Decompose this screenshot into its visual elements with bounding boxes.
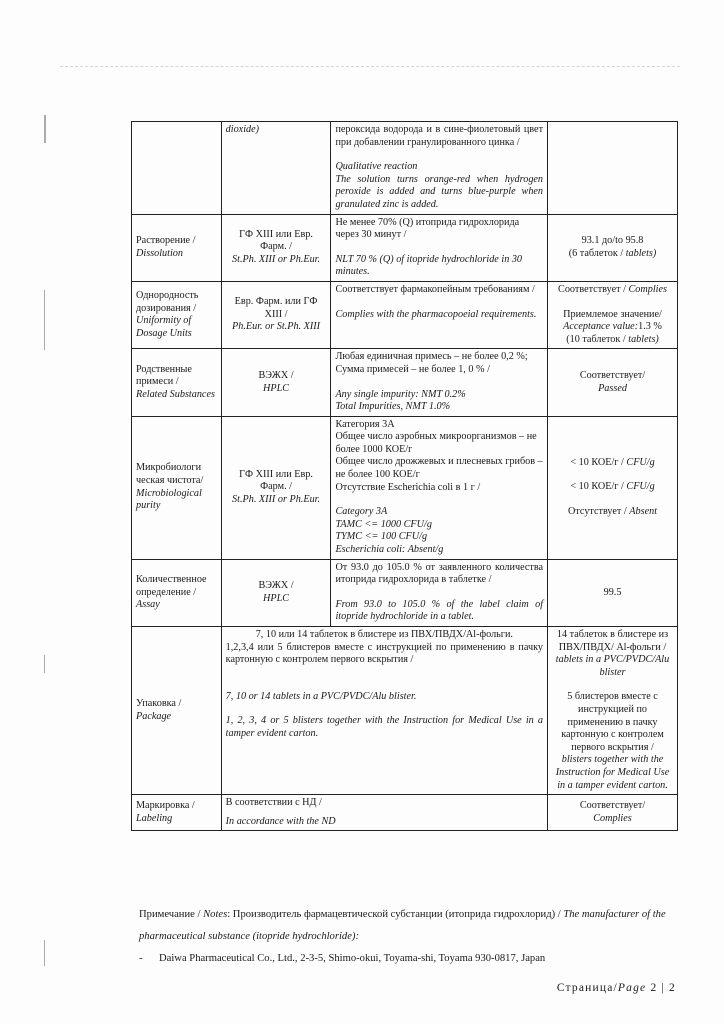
result-cell: Соответствует/ Complies: [548, 795, 678, 831]
notes-text: Примечание / Notes: Производитель фармацевтической субстанции (итоприда гидрохлорид) / The manufacturer of the pharmaceutical substance (itopride hydrochloride):: [139, 909, 666, 942]
scan-margin-mark: [44, 940, 45, 966]
scan-margin-mark: [44, 655, 45, 673]
test-name-cell: Количественное определение / Assay: [132, 559, 222, 626]
scan-margin-mark: [44, 115, 46, 143]
specification-table: [131, 121, 678, 831]
requirement-cell: пероксида водорода и в сине-фиолетовый цвет при добавлении гранулированного цинка / Qualitative reaction The solution turns orange-red when hydrogen peroxide is added and turns blue-purple when granulated zinc is added.: [331, 122, 548, 215]
table-row-microbiological-purity: [132, 416, 678, 559]
test-name-cell: Маркировка / Labeling: [132, 795, 222, 831]
requirement-cell: Категория 3А Общее число аэробных микроорганизмов – не более 1000 КОЕ/г Общее число дрожжевых и плесневых грибов – не более 100 КОЕ/г Отсутствие Escherichia coli в 1 г / Category 3A TAMC <= 1000 CFU/g TYMC <= 100 CFU/g Escherichia coli: Absent/g: [331, 416, 548, 559]
result-cell: 14 таблеток в блистере из ПВХ/ПВДХ/ Al-фольги / tablets in a PVC/PVDC/Alu blister 5 блистеров вместе с инструкцией по применению в пачку картонную с контролем первого вскрытия / blisters together with the Instruction for Medical Use in a tamper evident carton.: [548, 627, 678, 795]
method-cell: Евр. Фарм. или ГФ XIII / Ph.Eur. or St.Ph. XIII: [221, 281, 331, 348]
table-row-identification: [132, 122, 678, 215]
table-row-labeling: [132, 795, 678, 831]
result-cell: < 10 КОЕ/г / CFU/g < 10 КОЕ/г / CFU/g Отсутствует / Absent: [548, 416, 678, 559]
result-cell: 99.5: [548, 559, 678, 626]
requirement-cell: В соответствии с НД / In accordance with the ND: [221, 795, 547, 831]
result-cell: Соответствует/ Passed: [548, 349, 678, 416]
method-cell: dioxide): [221, 122, 331, 215]
manufacturer-list-item: - Daiwa Pharmaceutical Co., Ltd., 2-3-5, Shimo-okui, Toyama-shi, Toyama 930-0817, Japan: [139, 953, 546, 964]
notes-section: [139, 904, 679, 970]
test-name-cell: Родственные примеси / Related Substances: [132, 349, 222, 416]
method-cell: ГФ XIII или Евр. Фарм. / St.Ph. XIII or Ph.Eur.: [221, 416, 331, 559]
method-cell: ГФ XIII или Евр. Фарм. / St.Ph. XIII or Ph.Eur.: [221, 214, 331, 281]
requirement-cell: 7, 10 или 14 таблеток в блистере из ПВХ/ПВДХ/Al-фольги. 1,2,3,4 или 5 блистеров вместе с инструкцией по применению в пачку картонную с контролем первого вскрытия / 7, 10 or 14 tablets in a PVC/PVDC/Alu blister. 1, 2, 3, 4 or 5 blisters together with the Instruction for Medical Use in a tamper evident carton.: [221, 627, 547, 795]
scan-artifact-line: [60, 66, 680, 68]
test-name-cell: Однородность дозирования / Uniformity of Dosage Units: [132, 281, 222, 348]
result-cell: Соответствует / Complies Приемлемое значение/ Acceptance value:1.3 % (10 таблеток / tablets): [548, 281, 678, 348]
requirement-cell: От 93.0 до 105.0 % от заявленного количества итоприда гидрохлорида в таблетке / From 93.0 to 105.0 % of the label claim of itopride hydrochloride in a tablet.: [331, 559, 548, 626]
requirement-cell: Не менее 70% (Q) итоприда гидрохлорида через 30 минут / NLT 70 % (Q) of itopride hydrochloride in 30 minutes.: [331, 214, 548, 281]
result-cell: 93.1 до/to 95.8 (6 таблеток / tablets): [548, 214, 678, 281]
requirement-cell: Любая единичная примесь – не более 0,2 %; Сумма примесей – не более 1, 0 % / Any single impurity: NMT 0.2% Total Impurities, NMT 1.0%: [331, 349, 548, 416]
table-row-dissolution: [132, 214, 678, 281]
method-cell: ВЭЖХ / HPLC: [221, 349, 331, 416]
test-name-cell: Микробиологи ческая чистота/ Microbiological purity: [132, 416, 222, 559]
test-name-cell: Упаковка / Package: [132, 627, 222, 795]
table-row-related-substances: [132, 349, 678, 416]
table-row-uniformity: [132, 281, 678, 348]
scan-margin-mark: [44, 290, 45, 350]
test-name-cell: Растворение / Dissolution: [132, 214, 222, 281]
table-row-package: [132, 627, 678, 795]
method-cell: ВЭЖХ / HPLC: [221, 559, 331, 626]
page-number: Страница/Page 2 | 2: [556, 982, 676, 994]
requirement-cell: Соответствует фармакопейным требованиям / Complies with the pharmacopoeial requirements.: [331, 281, 548, 348]
table-row-assay: [132, 559, 678, 626]
